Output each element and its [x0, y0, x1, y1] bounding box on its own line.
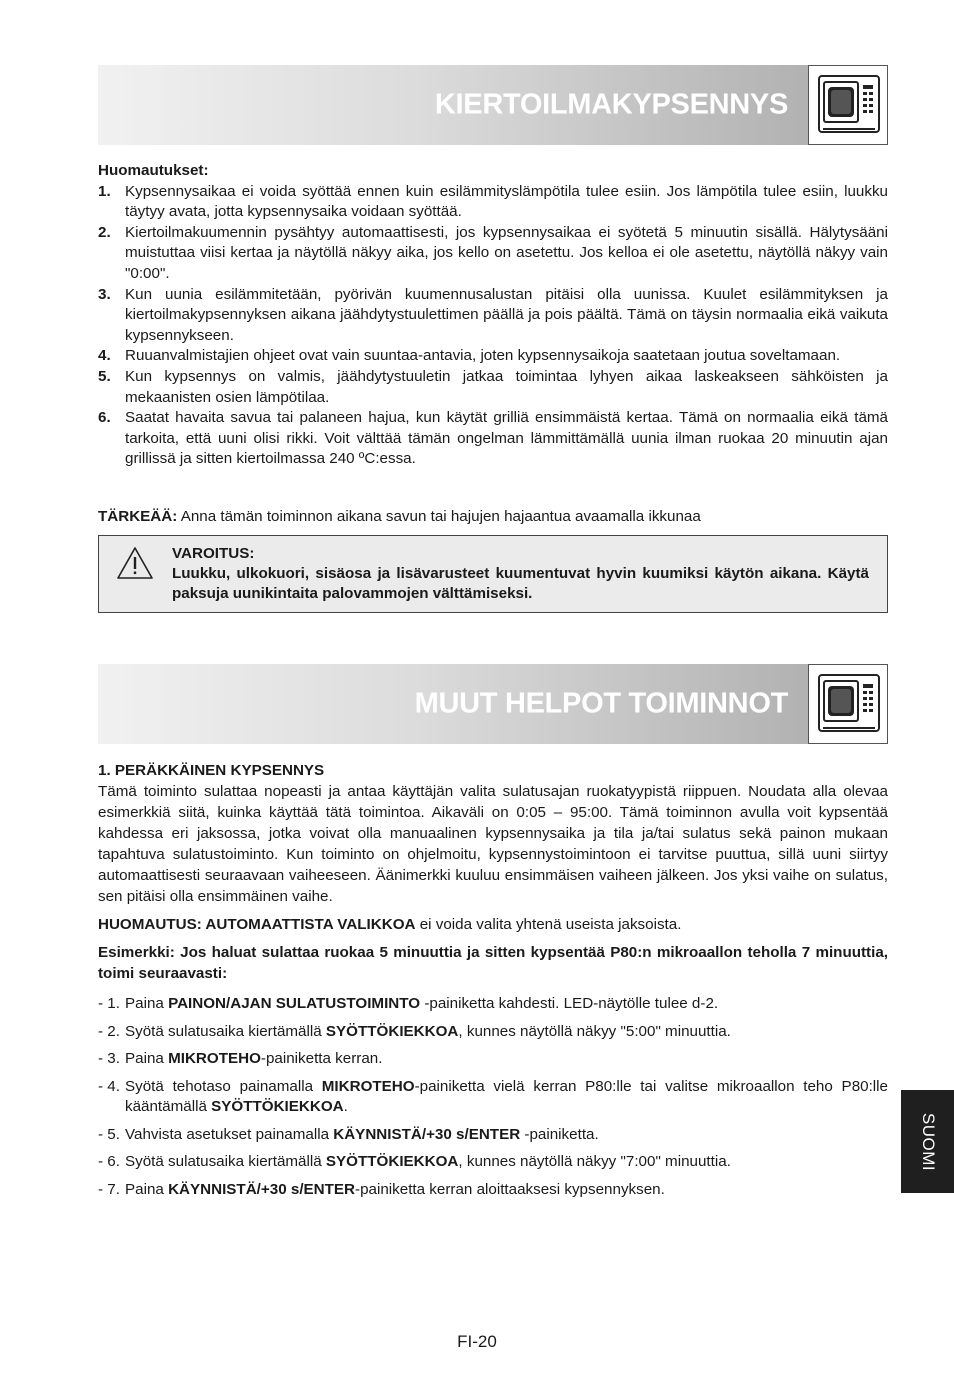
automenu-note: [98, 914, 888, 935]
note-text: Kun uunia esilämmitetään, pyörivän kuumennusalustan pitäisi olla uunissa. Kuulet esilämmityksen ja kiertoilmakypsennyksen aikana jäähdytystuulettimen päällä ja pois päältä. Tämä on täysin normaalia eikä vaikuta kypsennykseen.: [125, 285, 888, 344]
note-number: 1.: [98, 182, 111, 200]
language-label: SUOMI: [918, 1112, 938, 1171]
step-item: [98, 1077, 888, 1118]
steps-list: [98, 994, 888, 1207]
intro-paragraph: Tämä toiminto sulattaa nopeasti ja antaa käyttäjän valita sulatusajan ruokatyypistä riippuen. Noudata alla olevaa esimerkkiä siitä, kuinka käyttää tätä toimintoa. Aikaväli on 0:05 – 95:00. Tämä toiminnon avulla voit kypsentää kahdessa eri jaksossa, jotka voivat olla manuaalinen kypsennysaika ja tila ja/tai sulatus sekä painon mukaan tapahtuva sulatustoiminto. Kun toiminto on ohjelmoitu, kypsennystoimintoon ei tarvitse puuttua, sillä uuni siirtyy automaattisesti seuraavaan vaiheeseen. Äänimerkki kuuluu ensimmäisen vaiheen jälkeen. Jos yksi vaihe on sulatus, sen pitäisi olla ensimmäinen vaihe.: [98, 783, 888, 905]
page-number: FI-20: [457, 1332, 497, 1351]
note-text: Kun kypsennys on valmis, jäähdytystuuletin jatkaa toimintaa lyhyen aikaa laskeakseen sähköisten ja mekaanisten osien lämpötilaa.: [125, 367, 888, 406]
note-number: 2.: [98, 223, 111, 241]
microwave-icon: [808, 664, 888, 744]
step-text: Vahvista asetukset painamalla: [125, 1125, 334, 1143]
note-item: [98, 223, 888, 285]
step-item: [98, 1022, 888, 1043]
step-button-name: SYÖTTÖKIEKKOA: [325, 1022, 459, 1040]
section-header-kiertoilma: [98, 65, 888, 145]
step-text: -painiketta kahdesti. LED-näytölle tulee d-2.: [420, 995, 719, 1012]
section-header-muut-toiminnot: [98, 664, 888, 744]
note-text: Kypsennysaikaa ei voida syöttää ennen kuin esilämmityslämpötila tulee esiin. Jos lämpötila tulee esiin, luukku täytyy avata, jotta kypsennysaika voidaan syöttää.: [125, 182, 888, 221]
microwave-icon: [808, 65, 888, 145]
note-item: [98, 408, 888, 470]
step-item: [98, 1180, 888, 1201]
notes-section: [98, 161, 888, 470]
section-title: MUUT HELPOT TOIMINNOT: [414, 687, 788, 720]
step-button-name: SYÖTTÖKIEKKOA: [211, 1098, 344, 1115]
step-number: - 6.: [98, 1153, 120, 1170]
example-text: Esimerkki: Jos haluat sulattaa ruokaa 5 minuuttia ja sitten kypsentää P80:n mikroaallon teholla 7 minuuttia, toimi seuraavasti:: [98, 944, 888, 982]
example-heading: [98, 942, 888, 984]
note-item: [98, 346, 888, 367]
step-text: Syötä sulatusaika kiertämällä: [125, 1153, 326, 1170]
important-text: Anna tämän toiminnon aikana savun tai hajujen hajaantua avaamalla ikkunaa: [177, 508, 701, 525]
note-text: Ruuanvalmistajien ohjeet ovat vain suuntaa-antavia, joten kypsennysaikoja saatetaan joutua soveltamaan.: [125, 347, 841, 365]
step-item: [98, 1049, 888, 1070]
step-number: - 5.: [98, 1125, 120, 1143]
step-button-name: KÄYNNISTÄ/+30 s/ENTER: [168, 1180, 356, 1198]
step-text: -painiketta kerran aloittaaksesi kypsennyksen.: [355, 1180, 665, 1198]
step-item: [98, 1152, 888, 1173]
automenu-note-text: ei voida valita yhtenä useista jaksoista.: [415, 916, 682, 933]
important-note: [98, 507, 888, 527]
step-text: -painiketta vielä kerran P80:lle tai valitse mikroaallon teho P80:lle kääntämällä: [125, 1077, 888, 1115]
step-text: , kunnes näytöllä näkyy "5:00" minuuttia.: [458, 1022, 731, 1040]
step-button-name: PAINON/AJAN SULATUSTOIMINTO: [168, 995, 421, 1012]
step-text: Paina: [125, 1180, 169, 1198]
note-item: [98, 285, 888, 347]
step-text: Paina: [125, 1050, 169, 1067]
step-item: [98, 1125, 888, 1146]
step-number: - 7.: [98, 1180, 120, 1198]
note-item: [98, 182, 888, 223]
note-number: 3.: [98, 285, 111, 303]
step-text: , kunnes näytöllä näkyy "7:00" minuuttia.: [458, 1153, 731, 1170]
step-button-name: MIKROTEHO: [321, 1077, 415, 1095]
step-text: Syötä tehotaso painamalla: [125, 1077, 322, 1095]
step-number: - 3.: [98, 1050, 120, 1067]
language-tab: [901, 1090, 954, 1193]
subheading: 1. PERÄKKÄINEN KYPSENNYS: [98, 762, 325, 779]
note-number: 4.: [98, 347, 111, 365]
warning-text-block: [172, 544, 869, 605]
section-title: KIERTOILMAKYPSENNYS: [434, 88, 788, 121]
step-text: -painiketta.: [520, 1125, 599, 1143]
note-number: 6.: [98, 409, 111, 427]
warning-body: Luukku, ulkokuori, sisäosa ja lisävarusteet kuumentuvat hyvin kuumiksi käytön aikana. Käytä paksuja uunikintaita palovammojen välttämiseksi.: [172, 565, 869, 603]
notes-heading: Huomautukset:: [98, 162, 209, 179]
step-number: - 2.: [98, 1022, 120, 1040]
important-label: TÄRKEÄÄ:: [98, 508, 178, 525]
step-button-name: KÄYNNISTÄ/+30 s/ENTER: [333, 1125, 521, 1143]
warning-triangle-icon: [116, 546, 154, 580]
note-number: 5.: [98, 367, 111, 385]
step-text: -painiketta kerran.: [260, 1050, 383, 1067]
step-button-name: SYÖTTÖKIEKKOA: [325, 1153, 459, 1170]
warning-title: VAROITUS:: [172, 545, 255, 562]
step-text: .: [343, 1098, 348, 1115]
warning-box: [98, 535, 888, 613]
sequential-cooking-section: [98, 760, 888, 984]
step-text: Paina: [125, 995, 169, 1012]
step-number: - 4.: [98, 1077, 120, 1095]
step-text: Syötä sulatusaika kiertämällä: [125, 1022, 326, 1040]
note-text: Kiertoilmakuumennin pysähtyy automaattisesti, jos kypsennysaikaa ei syötetä 5 minuutin sisällä. Hälytysääni muistuttaa viisi kertaa ja näytöllä näkyy aika, jos kello on asetettu. Jos kelloa ei ole asetettu, näytöllä näkyy vain "0:00".: [125, 223, 888, 282]
step-number: - 1.: [98, 995, 120, 1012]
step-button-name: MIKROTEHO: [168, 1050, 261, 1067]
automenu-note-label: HUOMAUTUS: AUTOMAATTISTA VALIKKOA: [98, 916, 416, 933]
note-text: Saatat havaita savua tai palaneen hajua, kun käytät grilliä ensimmäistä kertaa. Tämä on normaalia eikä tämä tarkoita, että uuni olisi rikki. Voit välttää tämän ongelman lämmittämällä uunia ilman ruokaa 20 minuutin ajan grillissä ja sitten kiertoilmassa 240 ºC:essa.: [125, 409, 888, 468]
step-item: [98, 994, 888, 1015]
note-item: [98, 367, 888, 408]
